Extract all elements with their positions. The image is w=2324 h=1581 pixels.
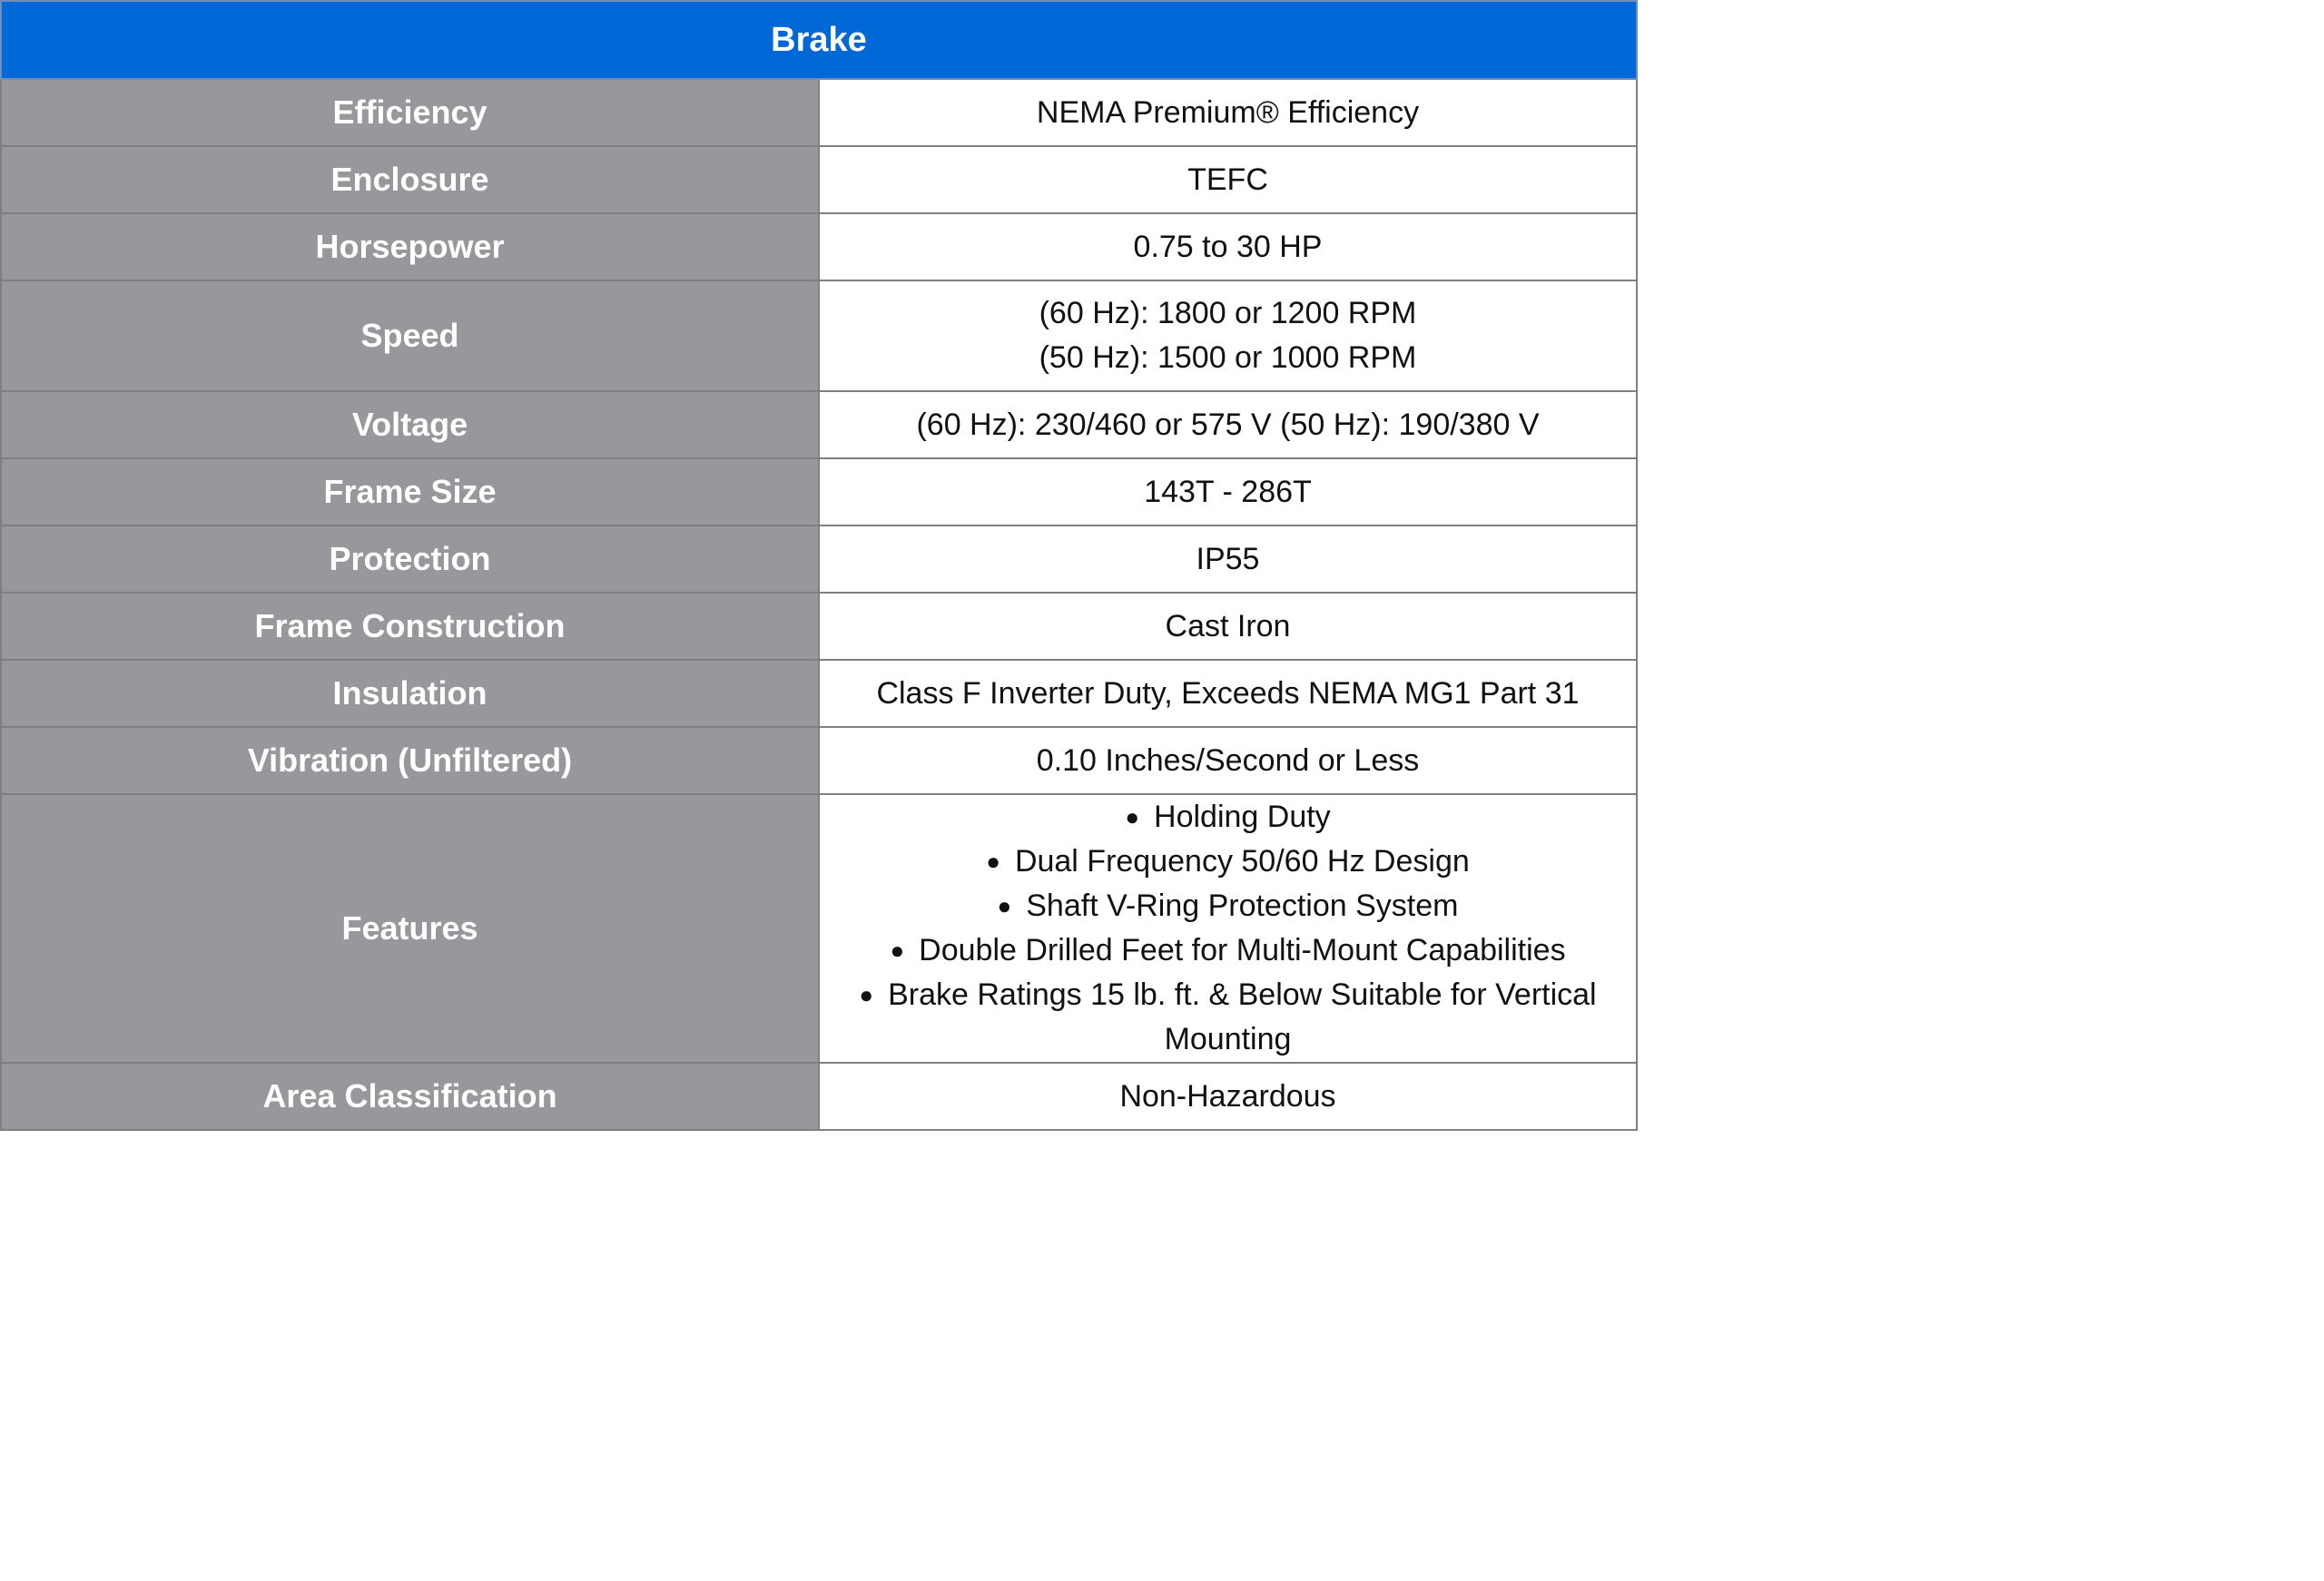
row-value: 143T - 286T [819, 458, 1637, 525]
row-value: TEFC [819, 146, 1637, 213]
row-value: 0.75 to 30 HP [819, 213, 1637, 280]
row-value: Non-Hazardous [819, 1063, 1637, 1130]
bullet-icon: ● [986, 848, 1000, 875]
table-row-horsepower [1, 213, 1637, 280]
row-label: Efficiency [1, 79, 819, 146]
row-value [819, 280, 1637, 391]
bullet-icon: ● [859, 981, 874, 1008]
row-label: Speed [1, 280, 819, 391]
row-value: 0.10 Inches/Second or Less [819, 727, 1637, 794]
list-item [820, 884, 1636, 928]
row-label: Insulation [1, 660, 819, 727]
row-label: Area Classification [1, 1063, 819, 1130]
list-item-text: Dual Frequency 50/60 Hz Design [1014, 844, 1470, 879]
row-value: Cast Iron [819, 593, 1637, 660]
bullet-icon: ● [1125, 803, 1140, 830]
list-item-text: Brake Ratings 15 lb. ft. & Below Suitable for Vertical Mounting [888, 977, 1597, 1056]
table-row-vibration [1, 727, 1637, 794]
table-row-enclosure [1, 146, 1637, 213]
table-row-insulation [1, 660, 1637, 727]
list-item-text: Shaft V-Ring Protection System [1026, 889, 1459, 923]
table-row-efficiency [1, 79, 1637, 146]
speed-line-50hz: (50 Hz): 1500 or 1000 RPM [1039, 340, 1417, 375]
list-item [820, 973, 1636, 1062]
list-item [820, 928, 1636, 973]
bullet-icon: ● [997, 892, 1012, 919]
row-label: Protection [1, 525, 819, 593]
row-label: Enclosure [1, 146, 819, 213]
speed-line-60hz: (60 Hz): 1800 or 1200 RPM [1039, 296, 1417, 330]
row-label: Vibration (Unfiltered) [1, 727, 819, 794]
row-label: Horsepower [1, 213, 819, 280]
list-item [820, 840, 1636, 884]
table-row-features [1, 794, 1637, 1063]
table-title: Brake [1, 1, 1637, 79]
row-value: Class F Inverter Duty, Exceeds NEMA MG1 Part 31 [819, 660, 1637, 727]
list-item [820, 795, 1636, 840]
table-row-area-classification [1, 1063, 1637, 1130]
features-list [819, 794, 1637, 1063]
row-value: NEMA Premium® Efficiency [819, 79, 1637, 146]
table-row-voltage [1, 391, 1637, 458]
bullet-icon: ● [890, 937, 905, 964]
row-label: Frame Size [1, 458, 819, 525]
table-row-protection [1, 525, 1637, 593]
row-label: Voltage [1, 391, 819, 458]
row-value: IP55 [819, 525, 1637, 593]
table-row-frame-size [1, 458, 1637, 525]
list-item-text: Holding Duty [1154, 800, 1331, 834]
table-row-speed [1, 280, 1637, 391]
row-value: (60 Hz): 230/460 or 575 V (50 Hz): 190/380 V [819, 391, 1637, 458]
row-label: Features [1, 794, 819, 1063]
list-item-text: Double Drilled Feet for Multi-Mount Capabilities [919, 933, 1566, 967]
table-row-frame-construction [1, 593, 1637, 660]
table-header-row [1, 1, 1637, 79]
row-label: Frame Construction [1, 593, 819, 660]
